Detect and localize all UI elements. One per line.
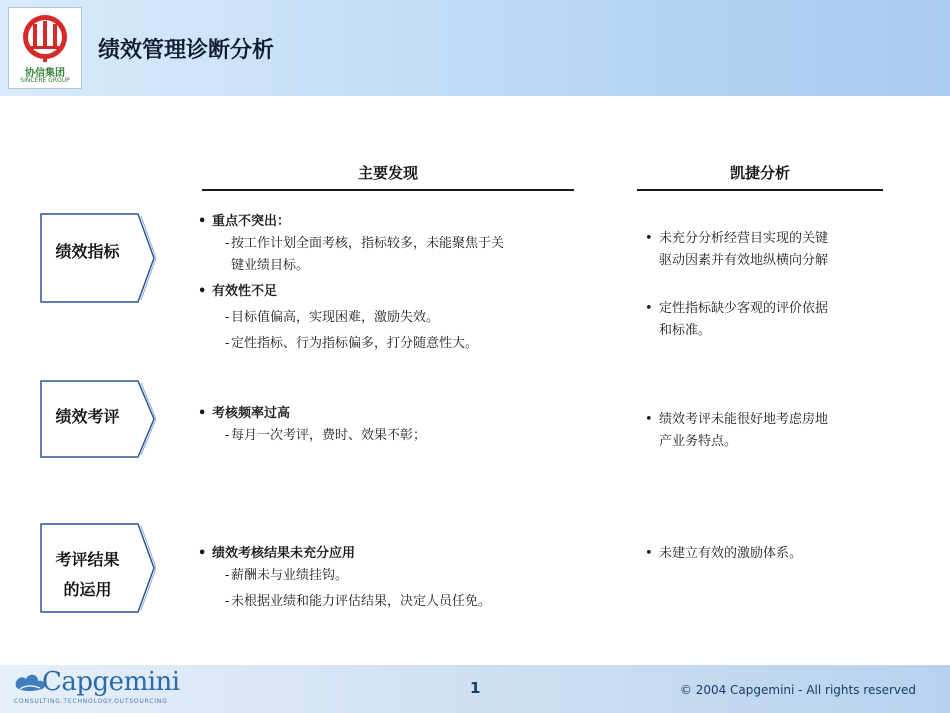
findings-block-evaluation: [198, 403, 598, 447]
finding-detail: - 定性指标、行为指标偏多，打分随意性大。: [198, 333, 598, 355]
category-performance-indicators: [40, 213, 154, 303]
findings-block-indicators: [198, 211, 598, 355]
analysis-point: • 定性指标缺少客观的评价依据 和标准。: [645, 298, 895, 342]
findings-header-rule: [202, 189, 574, 191]
category-label: 的运用: [63, 580, 112, 599]
capgemini-wordmark: Capgemini: [42, 667, 180, 697]
footer-bar: [0, 665, 950, 713]
analysis-point: • 绩效考评未能很好地考虑房地 产业务特点。: [645, 409, 895, 453]
finding-heading: • 有效性不足: [198, 281, 598, 303]
finding-detail: - 目标值偏高，实现困难，激励失效。: [198, 307, 598, 329]
finding-detail: - 按工作计划全面考核，指标较多，未能聚焦于关: [198, 233, 598, 255]
page-title: 绩效管理诊断分析: [98, 38, 275, 63]
finding-detail: - 未根据业绩和能力评估结果，决定人员任免。: [198, 591, 598, 613]
sincere-group-emblem-icon: [19, 12, 71, 62]
logo-chinese-name: 协信集团: [25, 68, 65, 79]
finding-heading: • 考核频率过高: [198, 403, 598, 425]
analysis-point: • 未建立有效的激励体系。: [645, 543, 895, 565]
analysis-block-evaluation: [645, 409, 895, 453]
finding-heading: • 重点不突出：: [198, 211, 598, 233]
capgemini-tagline: CONSULTING.TECHNOLOGY.OUTSOURCING: [14, 698, 168, 705]
page-number: 1: [470, 679, 481, 697]
category-label: 绩效考评: [55, 407, 120, 426]
finding-detail: - 薪酬未与业绩挂钩。: [198, 565, 598, 587]
company-logo: [8, 7, 82, 89]
analysis-column-header: 凯捷分析: [729, 164, 790, 182]
findings-column-header: 主要发现: [357, 164, 418, 182]
analysis-block-indicators: [645, 228, 895, 342]
finding-heading: • 绩效考核结果未充分应用: [198, 543, 598, 565]
category-label: 考评结果: [55, 550, 120, 569]
findings-block-application: [198, 543, 598, 613]
header-banner: [0, 0, 950, 96]
analysis-block-application: [645, 543, 895, 565]
category-result-application: [40, 523, 154, 613]
copyright-notice: © 2004 Capgemini - All rights reserved: [679, 683, 916, 697]
category-performance-evaluation: [40, 380, 154, 457]
logo-english-name: SINCERE GROUP: [20, 77, 70, 84]
category-label: 绩效指标: [55, 242, 120, 261]
analysis-header-rule: [637, 189, 883, 191]
finding-detail-continuation: 键业绩目标。: [231, 258, 310, 273]
finding-detail: - 每月一次考评，费时、效果不彰；: [198, 425, 598, 447]
analysis-point: • 未充分分析经营目实现的关键 驱动因素并有效地纵横向分解: [645, 228, 895, 272]
